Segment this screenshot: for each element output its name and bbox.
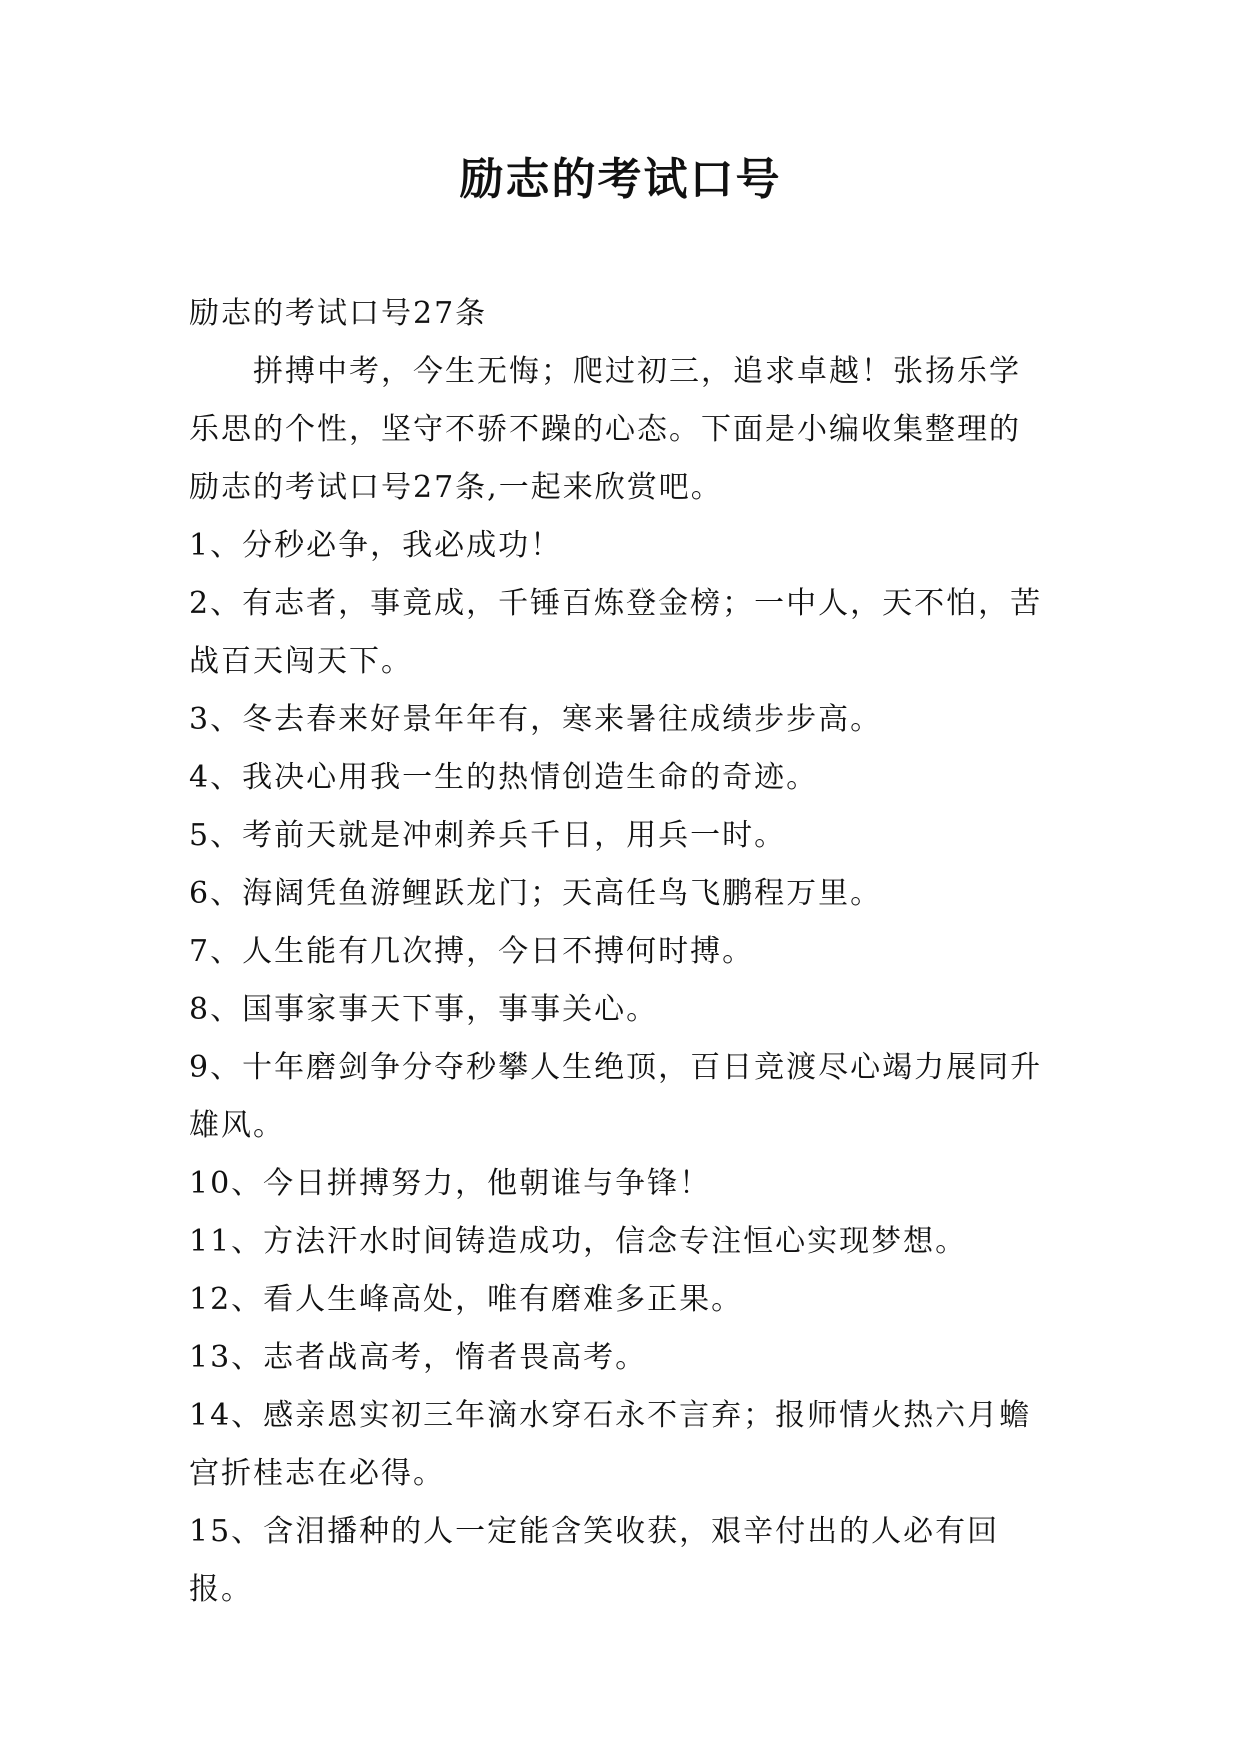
document-title: 励志的考试口号 [459,154,782,205]
slogan-item: 15、含泪播种的人一定能含笑收获，艰辛付出的人必有回报。 [189,1514,1000,1607]
slogan-item: 4、我决心用我一生的热情创造生命的奇迹。 [189,760,819,795]
document-subtitle: 励志的考试口号27条 [189,296,488,331]
slogan-item: 1、分秒必争，我必成功！ [189,528,563,563]
slogan-item: 3、冬去春来好景年年有，寒来暑往成绩步步高。 [189,702,883,737]
slogan-item: 10、今日拼搏努力，他朝谁与争锋！ [189,1166,712,1201]
slogan-item: 12、看人生峰高处，唯有磨难多正果。 [189,1282,744,1317]
slogan-item: 8、国事家事天下事，事事关心。 [189,992,659,1027]
slogan-item: 7、人生能有几次搏，今日不搏何时搏。 [189,934,755,969]
slogan-item: 14、感亲恩实初三年滴水穿石永不言弃；报师情火热六月蟾宫折桂志在必得。 [189,1398,1032,1491]
slogan-item: 9、十年磨剑争分夺秒攀人生绝顶，百日竞渡尽心竭力展同升雄风。 [189,1050,1043,1143]
document-body [189,285,1049,1619]
slogan-item: 2、有志者，事竟成，千锤百炼登金榜；一中人，天不怕，苦战百天闯天下。 [189,586,1043,679]
intro-paragraph: 拼搏中考，今生无悔；爬过初三，追求卓越！张扬乐学乐思的个性，坚守不骄不躁的心态。下面是小编收集整理的励志的考试口号27条,一起来欣赏吧。 [189,354,1021,505]
slogan-item: 11、方法汗水时间铸造成功，信念专注恒心实现梦想。 [189,1224,968,1259]
slogan-item: 5、考前天就是冲刺养兵千日，用兵一时。 [189,818,787,853]
slogan-item: 13、志者战高考，惰者畏高考。 [189,1340,648,1375]
slogan-item: 6、海阔凭鱼游鲤跃龙门；天高任鸟飞鹏程万里。 [189,876,883,911]
